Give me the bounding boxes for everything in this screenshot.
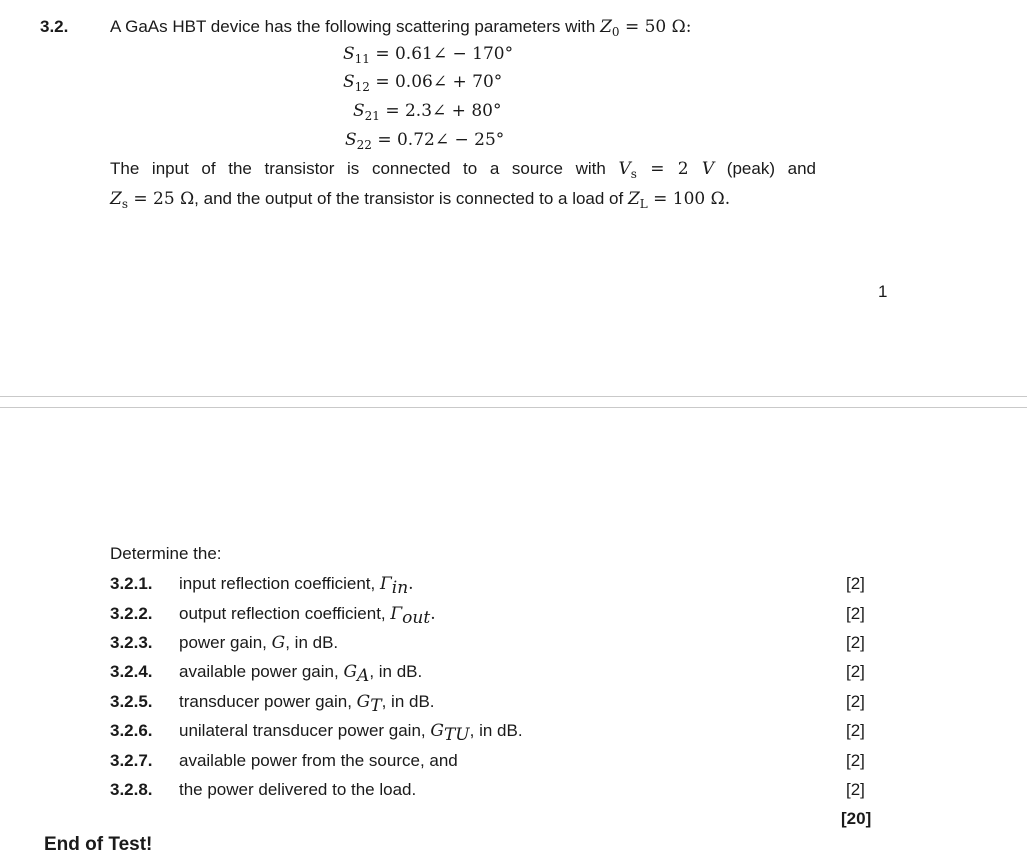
subquestion-mark: [2] (846, 721, 865, 740)
question-intro (110, 17, 691, 37)
s22-equation: $S_{22}$ = 0.72∠ − 25° (345, 130, 505, 152)
load-line: $Z_s = 25$ Ω, and the output of the transistor is connected to a load of $Z_L = 100$ Ω. (110, 189, 731, 211)
subquestion-mark: [2] (846, 662, 865, 681)
subquestion-text: transducer power gain, $G_T$, in dB. (179, 692, 435, 716)
subquestion-text: the power delivered to the load. (179, 780, 417, 799)
subquestion-number: 3.2.4. (110, 662, 153, 681)
subquestion-text: available power gain, $G_A$, in dB. (179, 662, 423, 686)
subquestion-text: input reflection coefficient, $\Gamma_{in}$. (179, 574, 414, 598)
s11-equation: $S_{11}$ = 0.61∠ − 170° (343, 44, 514, 66)
subquestion-number: 3.2.3. (110, 633, 153, 652)
subquestion-mark: [2] (846, 780, 865, 799)
subquestion-mark: [2] (846, 633, 865, 652)
subquestion-text: power gain, G, in dB. (179, 633, 339, 653)
s12-equation: $S_{12}$ = 0.06∠ + 70° (343, 72, 503, 94)
intro-text: A GaAs HBT device has the following scattering parameters with (110, 17, 601, 36)
total-mark: [20] (841, 809, 872, 828)
source-line: The input of the transistor is connected to a source with $V_s = 2$ V (peak) and (110, 159, 816, 181)
subquestion-mark: [2] (846, 574, 865, 593)
question-number: 3.2. (40, 17, 69, 36)
subquestion-mark: [2] (846, 751, 865, 770)
s21-equation: $S_{21}$ = 2.3∠ + 80° (353, 101, 502, 123)
page-number: 1 (878, 282, 888, 301)
end-of-test-text: End of Test! (44, 834, 153, 855)
subquestion-number: 3.2.2. (110, 604, 153, 623)
subquestion-text: output reflection coefficient, $\Gamma_{out}$. (179, 604, 436, 628)
subquestion-text: unilateral transducer power gain, $G_{TU}$, in dB. (179, 721, 523, 745)
determine-label: Determine the: (110, 544, 222, 563)
subquestion-number: 3.2.8. (110, 780, 153, 799)
subquestion-text: available power from the source, and (179, 751, 458, 770)
subquestion-number: 3.2.1. (110, 574, 153, 593)
subquestion-mark: [2] (846, 604, 865, 623)
subquestion-number: 3.2.7. (110, 751, 153, 770)
subquestion-number: 3.2.5. (110, 692, 153, 711)
z0-expression: $Z_0 = 50$ Ω: (600, 17, 692, 39)
subquestion-mark: [2] (846, 692, 865, 711)
subquestion-number: 3.2.6. (110, 721, 153, 740)
page-break (0, 396, 1027, 408)
